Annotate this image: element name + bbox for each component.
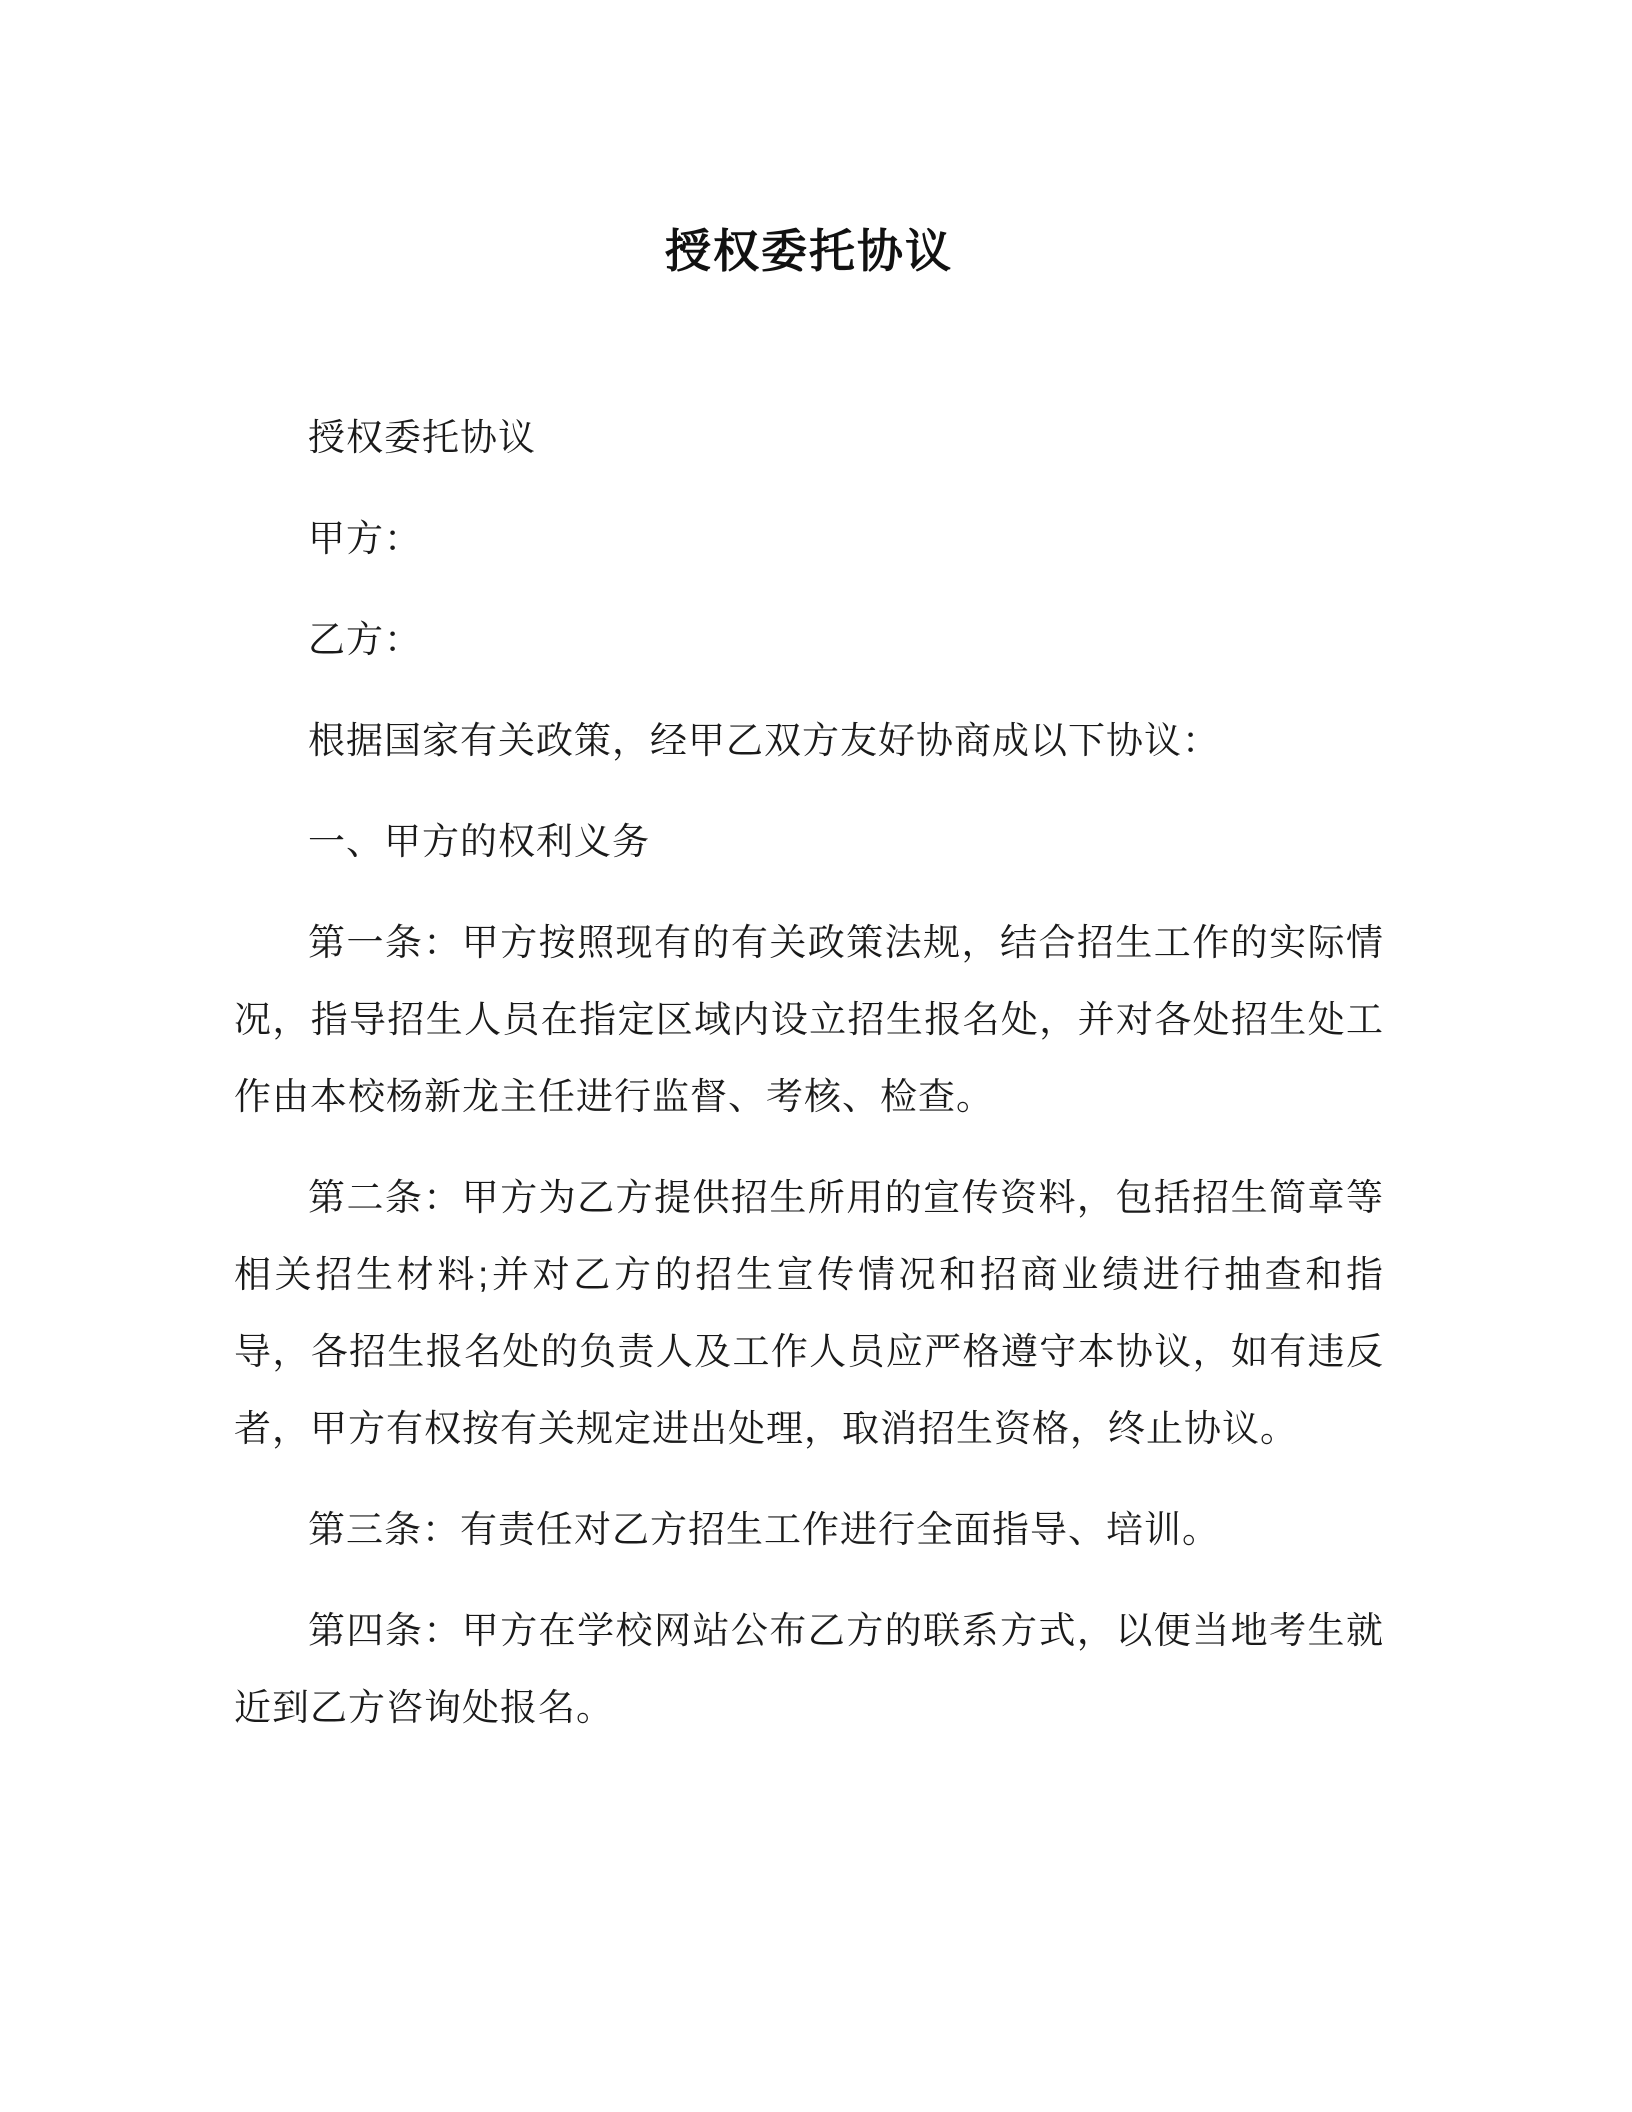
paragraph-clause-3: 第三条：有责任对乙方招生工作进行全面指导、培训。 (308, 1509, 1220, 1550)
document-title: 授权委托协议 (665, 225, 953, 277)
paragraph-party-b: 乙方： (308, 619, 422, 660)
paragraph-clause-4: 第四条：甲方在学校网站公布乙方的联系方式，以便当地考生就近到乙方咨询处报名。 (234, 1610, 1384, 1728)
paragraph-clause-2: 第二条：甲方为乙方提供招生所用的宣传资料，包括招生简章等相关招生材料;并对乙方的招生宣传情况和招商业绩进行抽查和指导，各招生报名处的负责人及工作人员应严格遵守本协议，如有违反者，甲方有权按有关规定进出处理，取消招生资格，终止协议。 (234, 1177, 1384, 1449)
paragraph-preamble: 根据国家有关政策，经甲乙双方友好协商成以下协议： (308, 720, 1220, 761)
paragraph-section-heading: 一、甲方的权利义务 (308, 821, 650, 862)
paragraph-party-a: 甲方： (308, 518, 422, 559)
paragraph-subtitle: 授权委托协议 (308, 417, 536, 458)
document-body (234, 399, 1384, 1746)
paragraph-clause-1: 第一条：甲方按照现有的有关政策法规，结合招生工作的实际情况，指导招生人员在指定区域内设立招生报名处，并对各处招生处工作由本校杨新龙主任进行监督、考核、检查。 (234, 922, 1384, 1117)
